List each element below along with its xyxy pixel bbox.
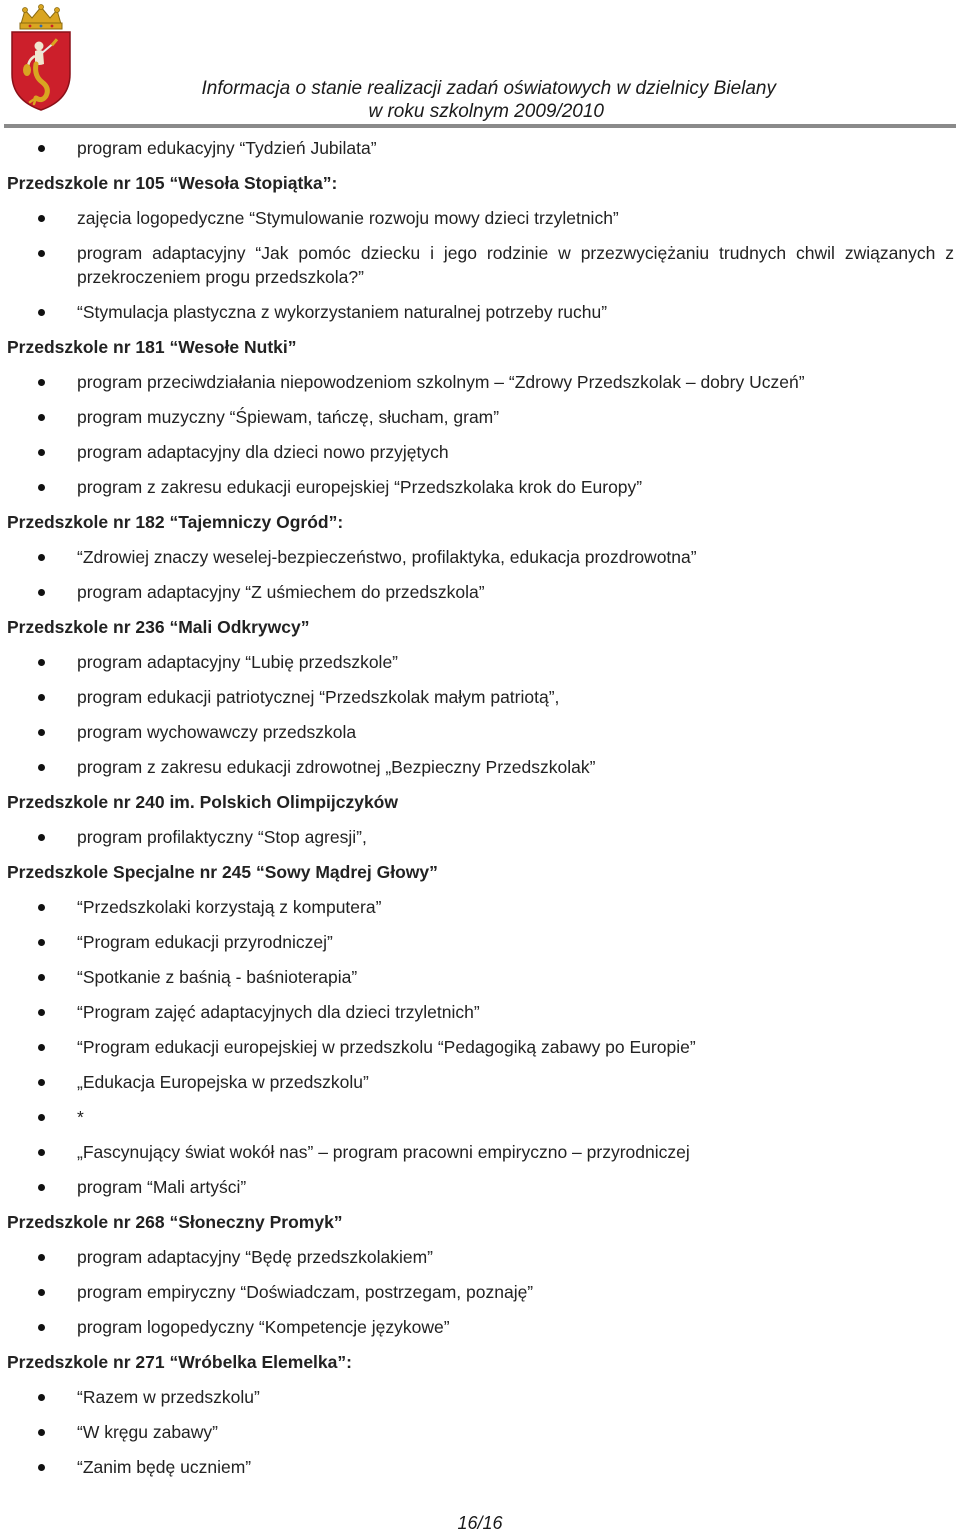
bullet-icon bbox=[38, 1324, 45, 1331]
list-item bbox=[0, 545, 960, 569]
list-item-text: „Edukacja Europejska w przedszkolu” bbox=[77, 1072, 369, 1092]
list-item-text: program “Mali artyści” bbox=[77, 1177, 247, 1197]
bullet-icon bbox=[38, 694, 45, 701]
bullet-icon bbox=[38, 939, 45, 946]
bullet-icon bbox=[38, 215, 45, 222]
header-divider bbox=[4, 124, 956, 128]
bullet-icon bbox=[38, 414, 45, 421]
list-item bbox=[0, 895, 960, 919]
list-item bbox=[0, 440, 960, 464]
list-item bbox=[0, 1315, 960, 1339]
list-item-text: program przeciwdziałania niepowodzeniom szkolnym – “Zdrowy Przedszkolak – dobry Uczeń” bbox=[77, 372, 805, 392]
list-item-text: “Stymulacja plastyczna z wykorzystaniem naturalnej potrzeby ruchu” bbox=[77, 302, 608, 322]
bullet-icon bbox=[38, 1114, 45, 1121]
list-item-text: “Przedszkolaki korzystają z komputera” bbox=[77, 897, 382, 917]
list-item bbox=[0, 1245, 960, 1269]
list-item-text: program logopedyczny “Kompetencje językowe” bbox=[77, 1317, 450, 1337]
bullet-icon bbox=[38, 250, 45, 257]
bullet-icon bbox=[38, 1079, 45, 1086]
bullet-icon bbox=[38, 379, 45, 386]
list-item bbox=[0, 241, 960, 289]
bullet-icon bbox=[38, 1149, 45, 1156]
bullet-icon bbox=[38, 1289, 45, 1296]
list-item-text: program adaptacyjny “Z uśmiechem do przedszkola” bbox=[77, 582, 485, 602]
list-item bbox=[0, 206, 960, 230]
list-item bbox=[0, 1000, 960, 1024]
bullet-icon bbox=[38, 449, 45, 456]
list-item-text: program adaptacyjny “Jak pomóc dziecku i jego rodzinie w przezwyciężaniu trudnych chwil związanych z przekroczeniem progu przedszkola?” bbox=[77, 243, 954, 287]
list-item bbox=[0, 405, 960, 429]
list-item-text: “Program edukacji przyrodniczej” bbox=[77, 932, 333, 952]
section-heading-text: Przedszkole nr 105 “Wesoła Stopiątka”: bbox=[7, 173, 338, 193]
document-title: Informacja o stanie realizacji zadań oświatowych w dzielnicy Bielany bbox=[201, 78, 776, 99]
section-heading-text: Przedszkole nr 181 “Wesołe Nutki” bbox=[7, 337, 297, 357]
section-heading-text: Przedszkole nr 268 “Słoneczny Promyk” bbox=[7, 1212, 343, 1232]
section-heading-text: Przedszkole nr 236 “Mali Odkrywcy” bbox=[7, 617, 310, 637]
list-item-text: “Program zajęć adaptacyjnych dla dzieci trzyletnich” bbox=[77, 1002, 480, 1022]
list-item-text: program adaptacyjny “Lubię przedszkole” bbox=[77, 652, 398, 672]
bullet-icon bbox=[38, 1464, 45, 1471]
section-heading-text: Przedszkole nr 240 im. Polskich Olimpijczyków bbox=[7, 792, 398, 812]
list-item bbox=[0, 1140, 960, 1164]
bullet-icon bbox=[38, 1254, 45, 1261]
list-item bbox=[0, 1420, 960, 1444]
bullet-icon bbox=[38, 1009, 45, 1016]
section-heading bbox=[0, 790, 960, 814]
list-item bbox=[0, 1280, 960, 1304]
list-item-text: program edukacji patriotycznej “Przedszkolak małym patriotą”, bbox=[77, 687, 560, 707]
list-item bbox=[0, 755, 960, 779]
bullet-icon bbox=[38, 484, 45, 491]
section-heading bbox=[0, 1210, 960, 1234]
bullet-icon bbox=[38, 1429, 45, 1436]
section-heading-text: Przedszkole Specjalne nr 245 “Sowy Mądrej Głowy” bbox=[7, 862, 438, 882]
list-item-text: program edukacyjny “Tydzień Jubilata” bbox=[77, 138, 377, 158]
list-item-text: “Zanim będę uczniem” bbox=[77, 1457, 252, 1477]
bullet-icon bbox=[38, 764, 45, 771]
bullet-icon bbox=[38, 1394, 45, 1401]
list-item-text: program z zakresu edukacji europejskiej “Przedszkolaka krok do Europy” bbox=[77, 477, 643, 497]
list-item bbox=[0, 1455, 960, 1479]
list-item-text: “Spotkanie z baśnią - baśnioterapia” bbox=[77, 967, 358, 987]
list-item-text: zajęcia logopedyczne “Stymulowanie rozwoju mowy dzieci trzyletnich” bbox=[77, 208, 619, 228]
section-heading bbox=[0, 860, 960, 884]
page-number: 16/16 bbox=[457, 1513, 503, 1533]
bullet-icon bbox=[38, 1184, 45, 1191]
list-item bbox=[0, 475, 960, 499]
list-item-text: „Fascynujący świat wokół nas” – program pracowni empiryczno – przyrodniczej bbox=[77, 1142, 690, 1162]
bullet-icon bbox=[38, 589, 45, 596]
section-heading-text: Przedszkole nr 271 “Wróbelka Elemelka”: bbox=[7, 1352, 352, 1372]
bullet-icon bbox=[38, 729, 45, 736]
section-heading-text: Przedszkole nr 182 “Tajemniczy Ogród”: bbox=[7, 512, 344, 532]
section-heading bbox=[0, 171, 960, 195]
list-item bbox=[0, 685, 960, 709]
list-item-text: “Zdrowiej znaczy weselej-bezpieczeństwo, profilaktyka, edukacja prozdrowotna” bbox=[77, 547, 697, 567]
list-item-text: “Program edukacji europejskiej w przedszkolu “Pedagogiką zabawy po Europie” bbox=[77, 1037, 696, 1057]
list-item-text: program adaptacyjny dla dzieci nowo przyjętych bbox=[77, 442, 449, 462]
list-item bbox=[0, 1385, 960, 1409]
list-item-text: “Razem w przedszkolu” bbox=[77, 1387, 260, 1407]
list-item bbox=[0, 1105, 960, 1129]
page-header bbox=[0, 0, 960, 130]
document-body bbox=[0, 136, 960, 1490]
list-item bbox=[0, 136, 960, 160]
list-item-text: “W kręgu zabawy” bbox=[77, 1422, 219, 1442]
bullet-icon bbox=[38, 974, 45, 981]
list-item bbox=[0, 930, 960, 954]
bullet-icon bbox=[38, 834, 45, 841]
warsaw-crest-logo bbox=[8, 4, 74, 112]
section-heading bbox=[0, 335, 960, 359]
list-item-text: program profilaktyczny “Stop agresji”, bbox=[77, 827, 367, 847]
list-item bbox=[0, 1175, 960, 1199]
list-item-text: * bbox=[77, 1107, 84, 1127]
list-item-text: program z zakresu edukacji zdrowotnej „Bezpieczny Przedszkolak” bbox=[77, 757, 596, 777]
list-item bbox=[0, 1070, 960, 1094]
list-item bbox=[0, 720, 960, 744]
list-item bbox=[0, 580, 960, 604]
list-item bbox=[0, 300, 960, 324]
list-item-text: program empiryczny “Doświadczam, postrzegam, poznaję” bbox=[77, 1282, 534, 1302]
section-heading bbox=[0, 615, 960, 639]
list-item-text: program muzyczny “Śpiewam, tańczę, słucham, gram” bbox=[77, 407, 500, 427]
list-item-text: program wychowawczy przedszkola bbox=[77, 722, 357, 742]
section-heading bbox=[0, 510, 960, 534]
list-item bbox=[0, 370, 960, 394]
list-item-text: program adaptacyjny “Będę przedszkolakiem” bbox=[77, 1247, 433, 1267]
list-item bbox=[0, 825, 960, 849]
list-item bbox=[0, 650, 960, 674]
list-item bbox=[0, 1035, 960, 1059]
bullet-icon bbox=[38, 659, 45, 666]
bullet-icon bbox=[38, 145, 45, 152]
bullet-icon bbox=[38, 1044, 45, 1051]
section-heading bbox=[0, 1350, 960, 1374]
list-item bbox=[0, 965, 960, 989]
bullet-icon bbox=[38, 554, 45, 561]
bullet-icon bbox=[38, 904, 45, 911]
document-subtitle: w roku szkolnym 2009/2010 bbox=[368, 101, 604, 122]
bullet-icon bbox=[38, 309, 45, 316]
